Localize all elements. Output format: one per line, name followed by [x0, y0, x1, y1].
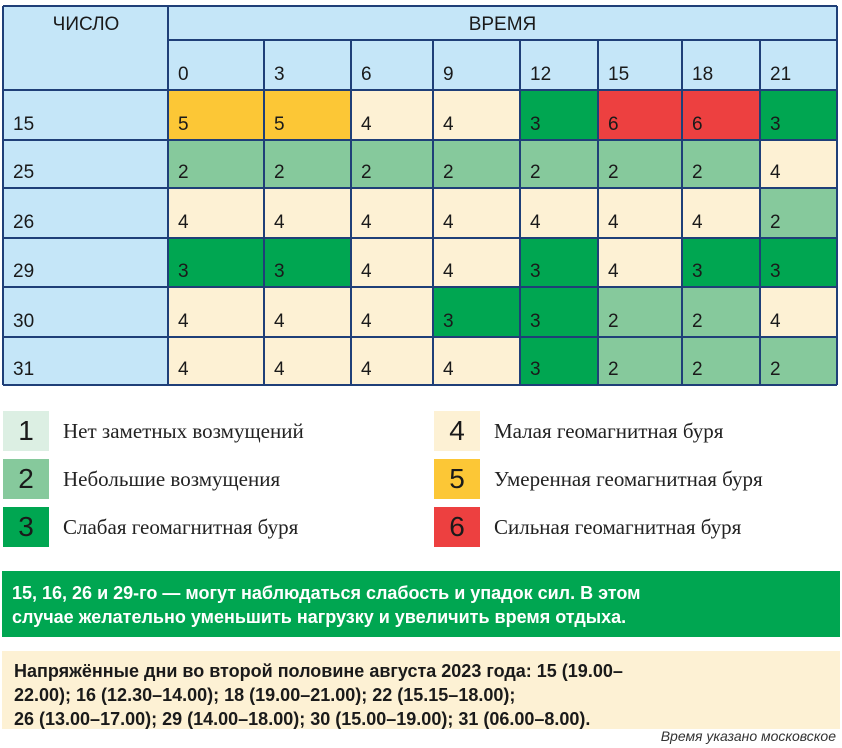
- legend-swatch: 1: [3, 411, 49, 451]
- day-label: 30: [13, 311, 35, 332]
- hour-label: 15: [608, 64, 630, 85]
- value-label: 2: [692, 359, 703, 380]
- advice-line: случае желательно уменьшить нагрузку и увеличить время отдыха.: [12, 607, 627, 627]
- value-label: 4: [443, 261, 454, 282]
- value-label: 3: [274, 261, 285, 282]
- value-label: 4: [530, 212, 541, 233]
- legend-label: Небольшие возмущения: [63, 466, 281, 491]
- value-label: 4: [361, 359, 372, 380]
- value-label: 4: [178, 212, 189, 233]
- legend-label: Умеренная геомагнитная буря: [494, 466, 763, 491]
- value-label: 4: [608, 261, 619, 282]
- value-label: 6: [692, 114, 703, 135]
- value-label: 4: [361, 212, 372, 233]
- hour-label: 6: [361, 64, 372, 85]
- hour-label: 0: [178, 64, 189, 85]
- value-label: 4: [443, 212, 454, 233]
- value-label: 4: [770, 162, 781, 183]
- value-label: 4: [274, 359, 285, 380]
- advice-line: 15, 16, 26 и 29-го — могут наблюдаться слабость и упадок сил. В этом: [12, 583, 641, 603]
- value-label: 4: [361, 261, 372, 282]
- value-label: 6: [608, 114, 619, 135]
- legend-item: [434, 411, 723, 451]
- value-label: 2: [530, 162, 541, 183]
- value-label: 4: [274, 311, 285, 332]
- hour-label: 9: [443, 64, 454, 85]
- advice-box: [2, 571, 840, 637]
- legend-swatch: 3: [3, 507, 49, 547]
- value-label: 3: [692, 261, 703, 282]
- value-label: 3: [530, 311, 541, 332]
- value-label: 2: [770, 359, 781, 380]
- value-label: 3: [443, 311, 454, 332]
- value-label: 5: [274, 114, 285, 135]
- legend-label: Слабая геомагнитная буря: [63, 514, 299, 539]
- day-label: 25: [13, 162, 35, 183]
- value-label: 2: [692, 162, 703, 183]
- legend-swatch: 6: [434, 507, 480, 547]
- value-label: 4: [274, 212, 285, 233]
- legend-swatch: 2: [3, 459, 49, 499]
- legend-label: Нет заметных возмущений: [63, 418, 304, 443]
- value-label: 2: [178, 162, 189, 183]
- col-header-label: ВРЕМЯ: [468, 14, 537, 35]
- day-label: 31: [13, 359, 35, 380]
- tense-days-line: Напряжённые дни во второй половине августа 2023 года: 15 (19.00–: [14, 661, 623, 681]
- footnote: Время указано московское: [660, 728, 836, 744]
- value-label: 4: [692, 212, 703, 233]
- value-label: 2: [443, 162, 454, 183]
- value-label: 4: [361, 311, 372, 332]
- legend-swatch: 5: [434, 459, 480, 499]
- value-label: 2: [608, 359, 619, 380]
- value-label: 4: [178, 311, 189, 332]
- value-label: 3: [530, 261, 541, 282]
- legend-item: [3, 411, 304, 451]
- day-label: 26: [13, 212, 35, 233]
- value-label: 2: [770, 212, 781, 233]
- value-label: 2: [361, 162, 372, 183]
- hour-label: 21: [770, 64, 792, 85]
- value-label: 5: [178, 114, 189, 135]
- value-label: 4: [443, 359, 454, 380]
- hour-label: 12: [530, 64, 552, 85]
- value-label: 4: [770, 311, 781, 332]
- value-label: 4: [608, 212, 619, 233]
- value-label: 4: [443, 114, 454, 135]
- legend-label: Малая геомагнитная буря: [494, 418, 724, 443]
- value-label: 2: [692, 311, 703, 332]
- tense-days-box: [2, 651, 840, 729]
- value-label: 2: [608, 162, 619, 183]
- day-label: 15: [13, 114, 35, 135]
- value-label: 3: [530, 114, 541, 135]
- value-label: 2: [608, 311, 619, 332]
- legend-item: [434, 507, 741, 547]
- legend-label: Сильная геомагнитная буря: [494, 514, 742, 539]
- hour-label: 18: [692, 64, 714, 85]
- value-label: 4: [178, 359, 189, 380]
- legend-item: [3, 459, 280, 499]
- legend-swatch: 4: [434, 411, 480, 451]
- tense-days-line: 22.00); 16 (12.30–14.00); 18 (19.00–21.00); 22 (15.15–18.00);: [14, 685, 516, 705]
- day-label: 29: [13, 261, 35, 282]
- value-label: 2: [274, 162, 285, 183]
- legend-item: [434, 459, 763, 499]
- value-label: 3: [770, 114, 781, 135]
- value-label: 4: [361, 114, 372, 135]
- tense-days-line: 26 (13.00–17.00); 29 (14.00–18.00); 30 (15.00–19.00); 31 (06.00–8.00).: [14, 709, 591, 729]
- value-label: 3: [770, 261, 781, 282]
- value-label: 3: [530, 359, 541, 380]
- row-header-label: ЧИСЛО: [52, 14, 120, 35]
- hour-label: 3: [274, 64, 285, 85]
- value-label: 3: [178, 261, 189, 282]
- legend-item: [3, 507, 298, 547]
